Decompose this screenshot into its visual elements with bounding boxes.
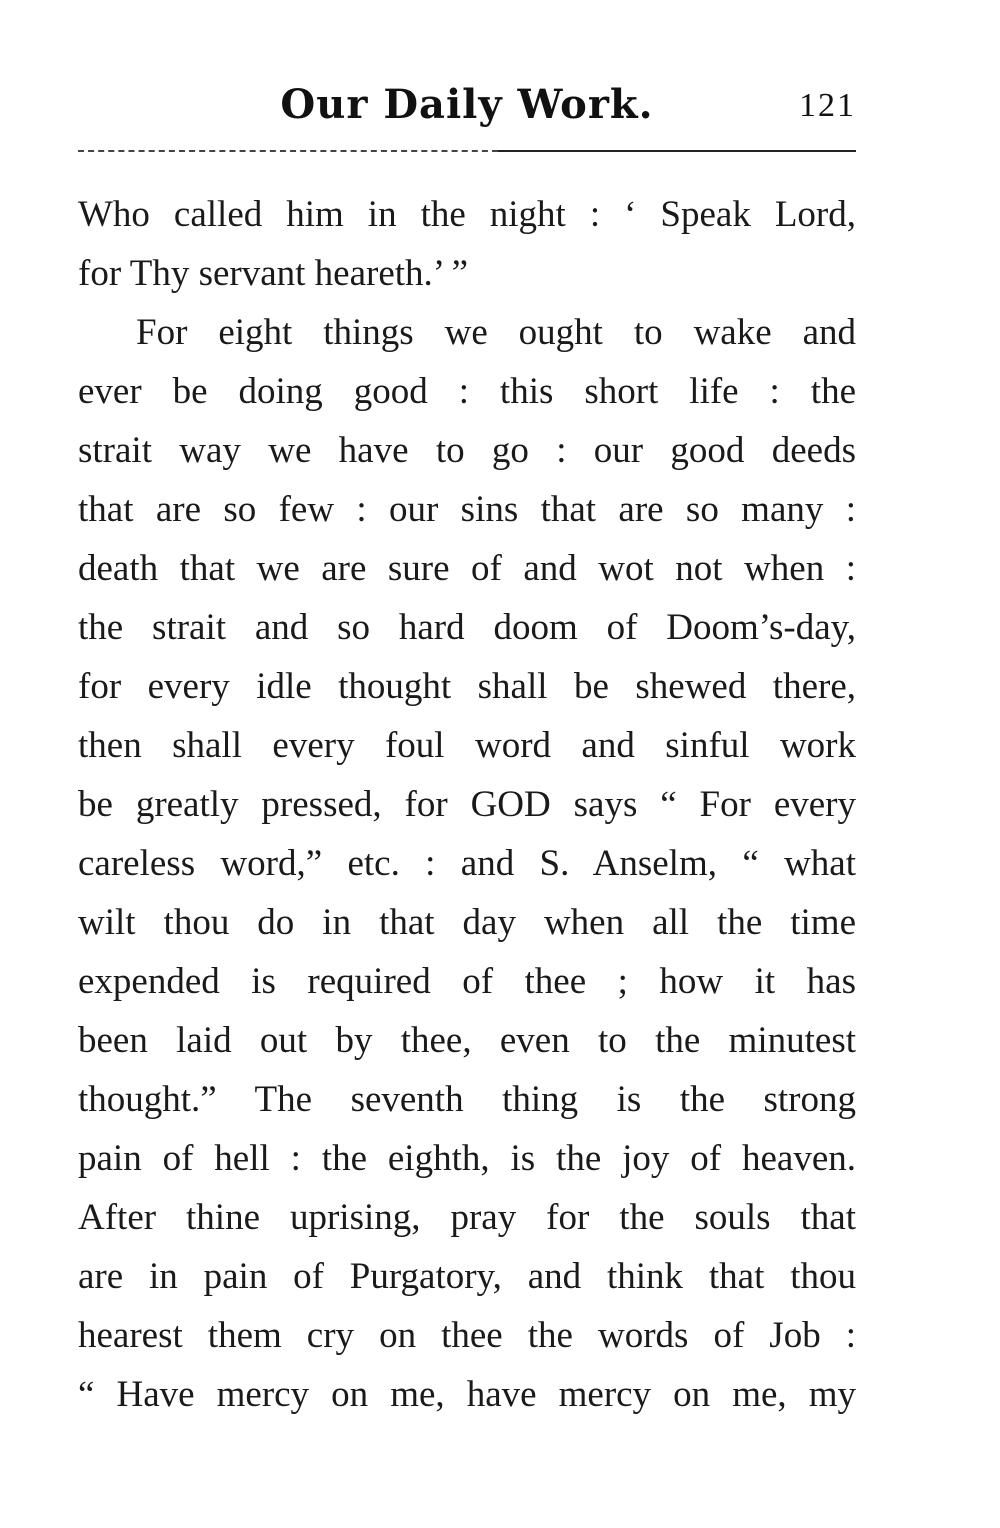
header-rule-broken-segment	[78, 150, 498, 152]
text-line: Who called him in the night : ‘ Speak Lord,	[78, 194, 856, 235]
text-line: that are so few : our sins that are so many :	[78, 489, 856, 530]
page-header	[78, 80, 856, 140]
text-line: the strait and so hard doom of Doom’s-day,	[78, 607, 856, 648]
page-number: 121	[799, 87, 856, 124]
text-line: careless word,” etc. : and S. Anselm, “ what	[78, 843, 856, 884]
text-line: ever be doing good : this short life : the	[78, 371, 856, 412]
text-line: then shall every foul word and sinful work	[78, 725, 856, 766]
text-line: are in pain of Purgatory, and think that thou	[78, 1256, 856, 1297]
text-line: pain of hell : the eighth, is the joy of heaven.	[78, 1138, 856, 1179]
text-line-paragraph-start: For eight things we ought to wake and	[136, 312, 856, 353]
text-line: thought.” The seventh thing is the strong	[78, 1079, 856, 1120]
text-line: been laid out by thee, even to the minutest	[78, 1020, 856, 1061]
text-line: After thine uprising, pray for the souls that	[78, 1197, 856, 1238]
running-title: Our Daily Work.	[280, 81, 654, 128]
text-line: death that we are sure of and wot not when :	[78, 548, 856, 589]
text-line: strait way we have to go : our good deeds	[78, 430, 856, 471]
text-line: hearest them cry on thee the words of Job :	[78, 1315, 856, 1356]
text-line: for every idle thought shall be shewed there,	[78, 666, 856, 707]
text-line: wilt thou do in that day when all the time	[78, 902, 856, 943]
text-line: be greatly pressed, for GOD says “ For every	[78, 784, 856, 825]
text-line: expended is required of thee ; how it has	[78, 961, 856, 1002]
body-text	[78, 185, 856, 1424]
text-line: “ Have mercy on me, have mercy on me, my	[78, 1374, 856, 1415]
text-line: for Thy servant heareth.’ ”	[78, 253, 469, 294]
